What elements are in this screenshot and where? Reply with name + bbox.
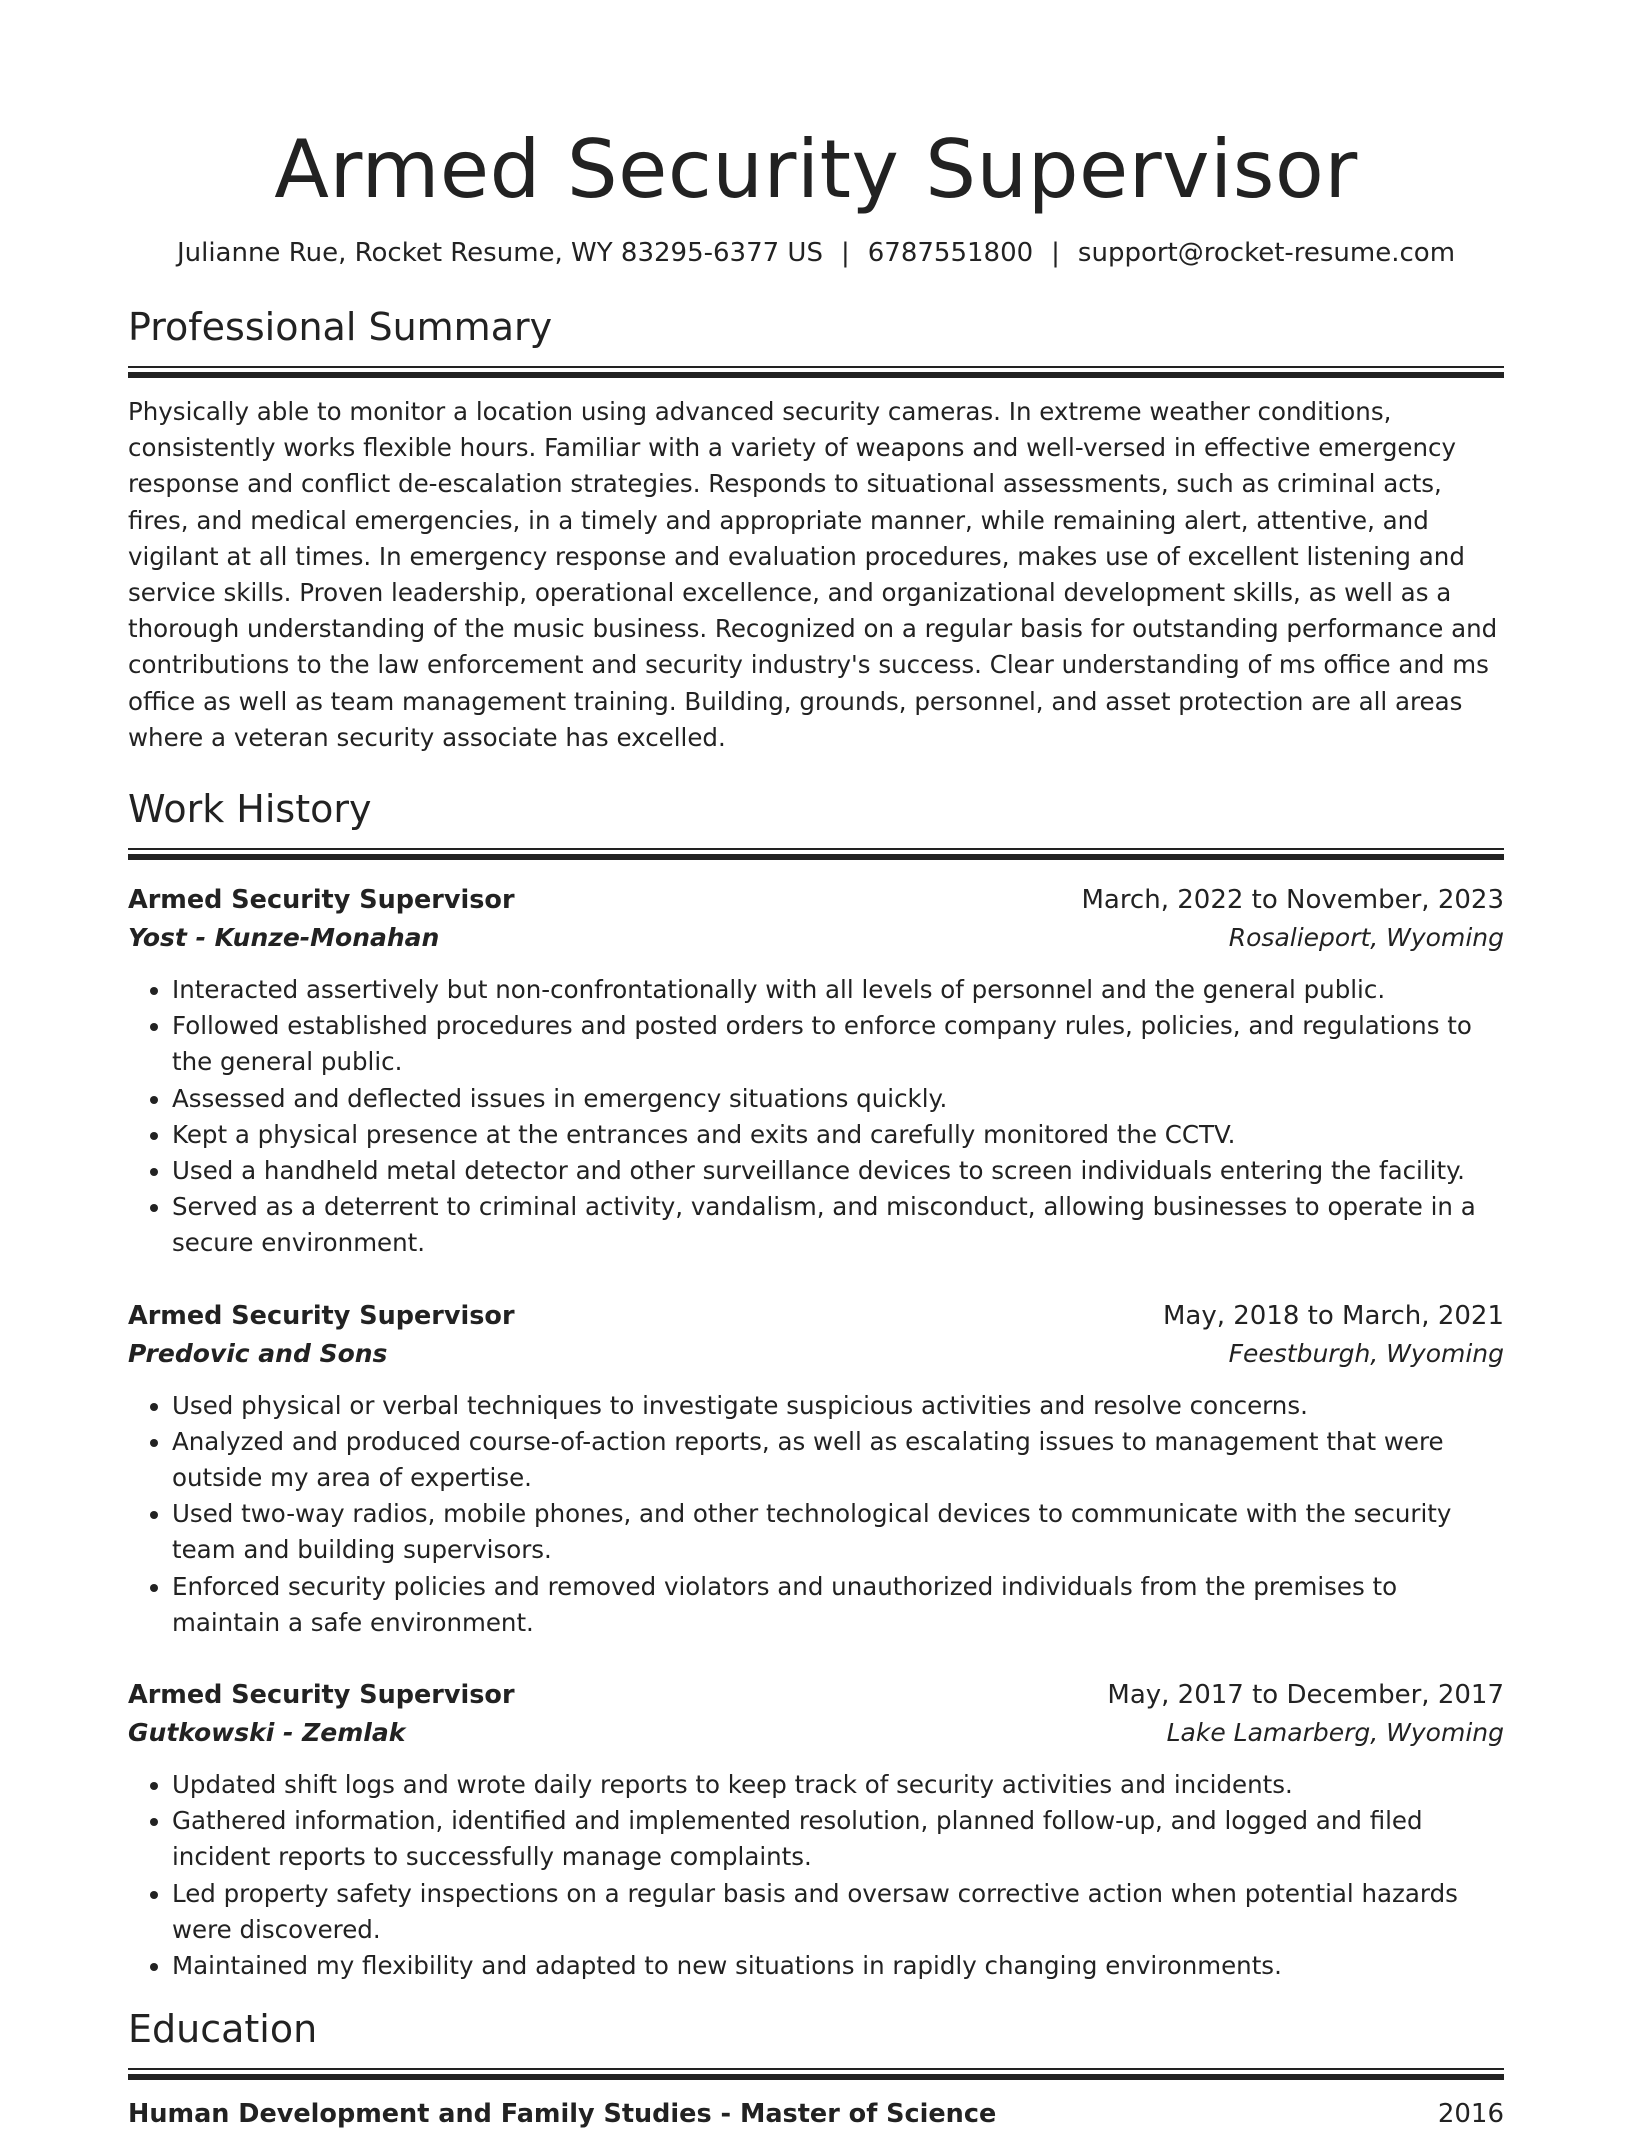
resume-title: Armed Security Supervisor — [274, 123, 1358, 216]
job-bullet-list — [128, 1388, 1504, 1641]
list-item: • Followed established procedures and posted orders to enforce company rules, policies, and regulations to the general public. — [172, 1008, 1504, 1080]
job-company: Predovic and Sons — [128, 1338, 388, 1368]
job-bullet-list — [128, 1767, 1504, 1984]
list-item: • Assessed and deflected issues in emergency situations quickly. — [172, 1081, 1504, 1117]
job-location: Lake Lamarberg, Wyoming — [1166, 1718, 1504, 1748]
job-company-row — [128, 918, 1504, 958]
section-heading-work-history: Work History — [128, 787, 372, 832]
job-location: Rosalieport, Wyoming — [1228, 923, 1504, 953]
list-item: • Gathered information, identified and implemented resolution, planned follow-up, and logged and filed incident reports to successfully manage complaints. — [172, 1803, 1504, 1875]
list-item: • Kept a physical presence at the entrances and exits and carefully monitored the CCTV. — [172, 1117, 1504, 1153]
section-divider — [128, 2068, 1504, 2080]
list-item: • Enforced security policies and removed violators and unauthorized individuals from the premises to maintain a safe environment. — [172, 1569, 1504, 1641]
contact-line — [128, 236, 1504, 270]
contact-address: Julianne Rue, Rocket Resume, WY 83295-6377 US — [176, 238, 823, 268]
job-company-row — [128, 1334, 1504, 1374]
job-title: Armed Security Supervisor — [128, 1300, 515, 1331]
work-history-section — [128, 786, 1504, 1984]
list-item: • Updated shift logs and wrote daily reports to keep track of security activities and incidents. — [172, 1767, 1504, 1803]
job-location: Feestburgh, Wyoming — [1228, 1338, 1504, 1368]
list-item: • Served as a deterrent to criminal activity, vandalism, and misconduct, allowing businesses to operate in a secure environment. — [172, 1189, 1504, 1261]
list-item: • Analyzed and produced course-of-action reports, as well as escalating issues to management that were outside my area of expertise. — [172, 1424, 1504, 1496]
job-company: Gutkowski - Zemlak — [128, 1718, 406, 1748]
job-entry — [128, 1677, 1504, 1984]
job-company: Yost - Kunze-Monahan — [128, 923, 440, 953]
job-header-row — [128, 1298, 1504, 1334]
list-item: • Used a handheld metal detector and other surveillance devices to screen individuals entering the facility. — [172, 1153, 1504, 1189]
job-title: Armed Security Supervisor — [128, 1680, 515, 1711]
education-degree: Human Development and Family Studies - Master of Science — [128, 2099, 997, 2130]
job-entry — [128, 882, 1504, 1262]
education-section — [128, 2006, 1504, 2132]
list-item: • Maintained my flexibility and adapted to new situations in rapidly changing environments. — [172, 1948, 1504, 1984]
summary-text: Physically able to monitor a location using advanced security cameras. In extreme weather conditions, consistently works flexible hours. Familiar with a variety of weapons and well-versed in effective emergency response and conflict de-escalation strategies. Responds to situational assessments, such as criminal acts, fires, and medical emergencies, in a timely and appropriate manner, while remaining alert, attentive, and vigilant at all times. In emergency response and evaluation procedures, makes use of excellent listening and service skills. Proven leadership, operational excellence, and organizational development skills, as well as a thorough understanding of the music business. Recognized on a regular basis for outstanding performance and contributions to the law enforcement and security industry's success. Clear understanding of ms office and ms office as well as team management training. Building, grounds, personnel, and asset protection are all areas where a veteran security associate has excelled. — [128, 397, 1498, 752]
job-title: Armed Security Supervisor — [128, 885, 515, 916]
education-year: 2016 — [1437, 2099, 1504, 2130]
list-item: • Led property safety inspections on a regular basis and oversaw corrective action when potential hazards were discovered. — [172, 1876, 1504, 1948]
contact-separator: | — [840, 238, 850, 268]
contact-separator: | — [1051, 238, 1060, 268]
section-heading-summary: Professional Summary — [128, 305, 553, 349]
job-header-row — [128, 882, 1504, 918]
job-entry — [128, 1298, 1504, 1641]
section-divider — [128, 848, 1504, 860]
job-company-row — [128, 1713, 1504, 1753]
section-divider — [128, 366, 1504, 378]
list-item: • Interacted assertively but non-confrontationally with all levels of personnel and the general public. — [172, 972, 1504, 1008]
list-item: • Used physical or verbal techniques to investigate suspicious activities and resolve concerns. — [172, 1388, 1504, 1424]
education-entry — [128, 2096, 1504, 2132]
contact-phone: 6787551800 — [867, 238, 1034, 268]
job-bullet-list — [128, 972, 1504, 1262]
list-item: • Used two-way radios, mobile phones, and other technological devices to communicate with the security team and building supervisors. — [172, 1496, 1504, 1568]
job-header-row — [128, 1677, 1504, 1713]
job-dates: May, 2018 to March, 2021 — [1162, 1300, 1504, 1331]
summary-section — [128, 304, 1504, 756]
contact-email: support@rocket-resume.com — [1077, 238, 1456, 268]
section-heading-education: Education — [128, 2007, 318, 2052]
job-dates: May, 2017 to December, 2017 — [1107, 1680, 1504, 1711]
job-dates: March, 2022 to November, 2023 — [1081, 885, 1504, 916]
